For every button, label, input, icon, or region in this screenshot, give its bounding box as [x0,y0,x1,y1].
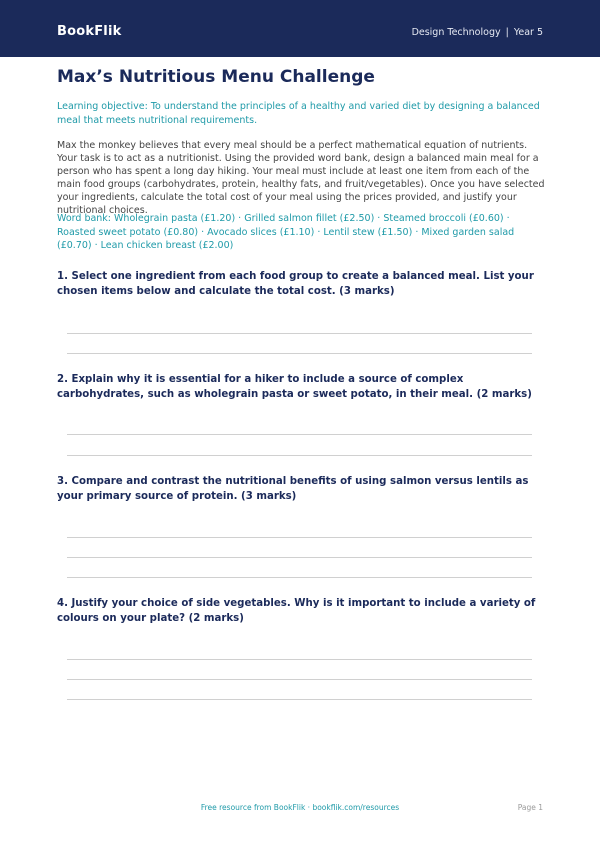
footer-link[interactable]: Free resource from BookFlik · bookflik.com/resources [200,803,400,812]
question-4: 4. Justify your choice of side vegetables. Why is it important to include a variety of colours on your plate? (2 marks) [57,598,536,624]
page-header [0,0,600,57]
answer-line[interactable] [67,333,532,334]
year-label: Year 5 [513,27,543,38]
answer-line[interactable] [67,679,532,680]
answer-line[interactable] [67,537,532,538]
answer-line[interactable] [67,659,532,660]
page-number: Page 1 [517,803,543,812]
answer-line[interactable] [67,577,532,578]
answer-line[interactable] [67,434,532,435]
worksheet-title: Max’s Nutritious Menu Challenge [57,67,375,87]
question-3: 3. Compare and contrast the nutritional benefits of using salmon versus lentils as your primary source of protein. (3 marks) [57,476,529,502]
header-subject-year [412,27,543,38]
subject-label: Design Technology [411,27,501,38]
brand-logo: BookFlik [57,24,122,39]
answer-line[interactable] [67,557,532,558]
header-separator: | [505,27,509,38]
answer-line[interactable] [67,455,532,456]
question-1: 1. Select one ingredient from each food group to create a balanced meal. List your chosen items below and calculate the total cost. (3 marks) [57,271,534,297]
word-bank: Word bank: Wholegrain pasta (£1.20) · Grilled salmon fillet (£2.50) · Steamed broccoli (£0.60) · Roasted sweet potato (£0.80) · Avocado slices (£1.10) · Lentil stew (£1.50) · Mixed garden salad (£0.70) · Lean chicken breast (£2.00) [57,213,515,251]
answer-line[interactable] [67,699,532,700]
answer-line[interactable] [67,353,532,354]
learning-objective: Learning objective: To understand the principles of a healthy and varied diet by designing a balanced meal that meets nutritional requirements. [57,101,540,126]
question-2: 2. Explain why it is essential for a hiker to include a source of complex carbohydrates, such as wholegrain pasta or sweet potato, in their meal. (2 marks) [57,374,532,400]
intro-paragraph: Max the monkey believes that every meal should be a perfect mathematical equation of nutrients. Your task is to act as a nutritionist. Using the provided word bank, design a balanced main meal for a person who has spent a long day hiking. Your meal must include at least one item from each of the main food groups (carbohydrates, protein, healthy fats, and fruit/vegetables). Once you have selected your ingredients, calculate the total cost of your meal using the prices provided, and justify your nutritional choices. [57,140,545,216]
